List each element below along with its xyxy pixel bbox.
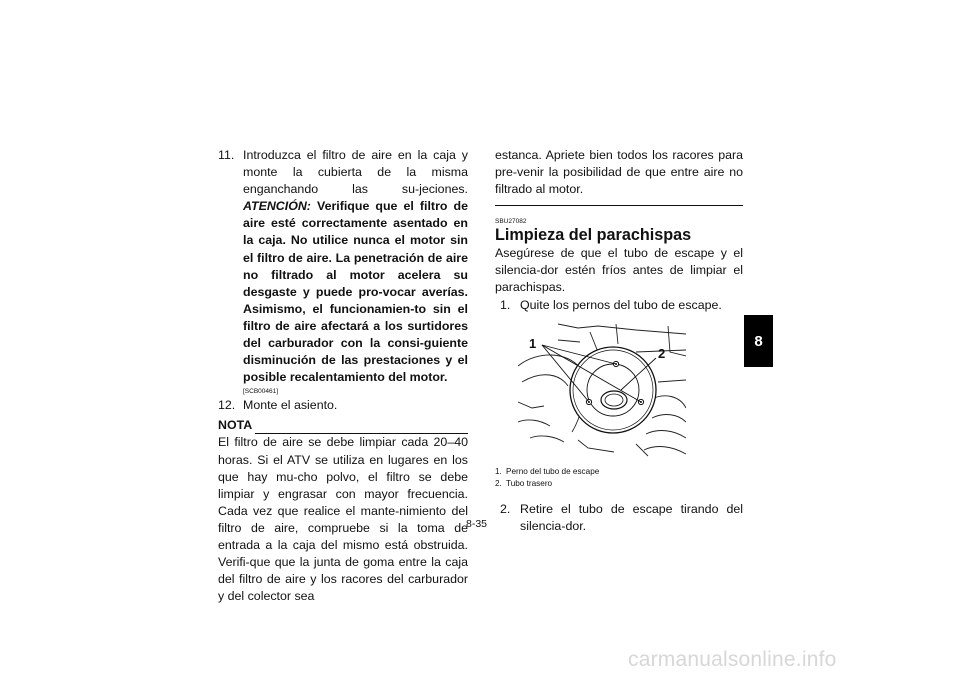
warning-code: [SCB00461] [243, 388, 279, 396]
step-12-text: Monte el asiento. [243, 398, 338, 413]
step-1-text: Quite los pernos del tubo de escape. [520, 297, 722, 312]
section-intro: Asegúrese de que el tubo de escape y el silencia-dor estén fríos antes de limpiar el parachispas. [495, 246, 743, 295]
left-column [218, 147, 468, 605]
nota-heading [218, 420, 468, 434]
step-number: 2. [500, 501, 511, 516]
section-title: Limpieza del parachispas [495, 226, 692, 245]
step-1 [495, 297, 743, 314]
caption-text: Perno del tubo de escape [506, 466, 600, 476]
warning-text: Verifique que el filtro de aire esté correctamente asentado en la caja. No utilice nunca el motor sin el filtro de aire. La penetración de aire no filtrado al motor acelera su desgaste y puede pro-vocar averías. Asimismo, el funcionamien-to sin el filtro de aire afectará a los surtidores del carburador con la consi-guiente disminución de las prestaciones y el posible recalentamiento del motor. [243, 199, 468, 385]
caption-number: 1. [495, 466, 502, 476]
step-number: 11. [218, 148, 235, 162]
warning-label: ATENCIÓN: [243, 199, 311, 214]
step-number: 12. [218, 398, 236, 413]
step-11 [218, 147, 468, 397]
caption-text: Tubo trasero [506, 479, 553, 489]
continuation-text: estanca. Apriete bien todos los racores para pre-venir la posibilidad de que entre aire no filtrado al motor. [495, 148, 743, 197]
caption-number: 2. [495, 479, 502, 489]
nota-rule [255, 422, 468, 434]
section-divider [495, 205, 743, 206]
step-11-text: Introduzca el filtro de aire en la caja y monte la cubierta de la misma enganchando las su-jeciones. [243, 148, 468, 197]
step-2-text: Retire el tubo de escape tirando del silencia-dor. [520, 501, 743, 533]
step-12 [218, 397, 468, 414]
callout-2: 2 [658, 345, 666, 361]
chapter-tab: 8 [744, 315, 773, 367]
section-code: SBU27082 [495, 218, 527, 226]
page-number: 8-35 [466, 518, 488, 530]
step-text [243, 147, 468, 397]
step-number: 1. [500, 297, 511, 312]
caption-item [495, 466, 743, 479]
nota-label: NOTA [218, 418, 253, 433]
caption-item [495, 478, 743, 491]
watermark: carmanualsonline.info [628, 648, 837, 671]
figure-caption [495, 466, 743, 491]
callout-1: 1 [529, 335, 537, 351]
nota-text: El filtro de aire se debe limpiar cada 20–40 horas. Si el ATV se utiliza en lugares en los que hay mu-cho polvo, el filtro se debe limpiar y engrasar con mayor frecuencia. Cada vez que realice el mante-nimiento del filtro de aire, compruebe si la toma de entrada a la caja del mismo está obstruida. Verifi-que que la junta de goma entre la caja del filtro de aire y los racores del carburador y del colector sea [218, 435, 468, 604]
step-2 [495, 501, 743, 535]
exhaust-figure [518, 322, 686, 460]
exhaust-illustration [518, 322, 686, 460]
right-column [495, 147, 743, 535]
